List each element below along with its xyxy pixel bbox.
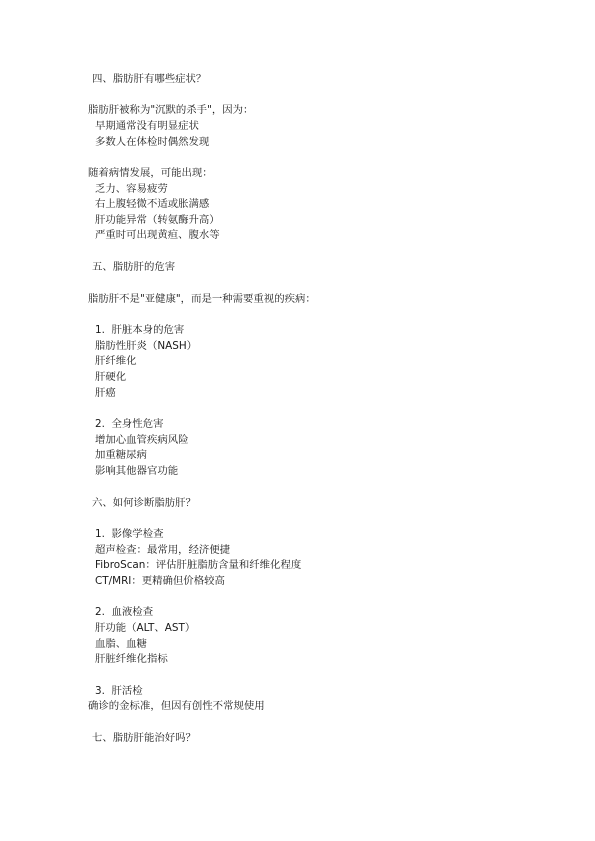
section-5-intro: 脂肪肝不是"亚健康"，而是一种需要重视的疾病：: [88, 293, 316, 305]
diagnosis-item: 肝功能（ALT、AST）: [95, 622, 196, 634]
harm-item: 肝癌: [95, 387, 116, 399]
harm-item: 肝纤维化: [95, 355, 137, 367]
diagnosis-item: FibroScan：评估肝脏脂肪含量和纤维化程度: [95, 559, 302, 571]
systemic-harm-title: 2. 全身性危害: [95, 418, 164, 430]
harm-item: 肝硬化: [95, 371, 127, 383]
section-6-heading: 六、如何诊断脂肪肝？: [92, 497, 196, 509]
biopsy-title: 3. 肝活检: [95, 685, 143, 697]
diagnosis-item: 血脂、血糖: [95, 638, 147, 650]
harm-item: 加重糖尿病: [95, 449, 147, 461]
blood-test-title: 2. 血液检查: [95, 606, 154, 618]
harm-item: 增加心血管疾病风险: [95, 434, 189, 446]
section-4-progression: 随着病情发展，可能出现：: [88, 167, 213, 179]
biopsy-note: 确诊的金标准，但因有创性不常规使用: [88, 700, 265, 712]
harm-item: 影响其他器官功能: [95, 465, 179, 477]
section-4-heading: 四、脂肪肝有哪些症状？: [92, 73, 207, 85]
symptom-item: 多数人在体检时偶然发现: [95, 136, 210, 148]
symptom-item: 严重时可出现黄疸、腹水等: [95, 229, 220, 241]
section-7-heading: 七、脂肪肝能治好吗？: [92, 732, 196, 744]
harm-item: 脂肪性肝炎（NASH）: [95, 340, 198, 352]
symptom-item: 早期通常没有明显症状: [95, 120, 199, 132]
section-5-heading: 五、脂肪肝的危害: [92, 261, 176, 273]
symptom-item: 肝功能异常（转氨酶升高）: [95, 214, 220, 226]
imaging-title: 1. 影像学检查: [95, 528, 164, 540]
diagnosis-item: CT/MRI：更精确但价格较高: [95, 575, 225, 587]
diagnosis-item: 肝脏纤维化指标: [95, 653, 168, 665]
diagnosis-item: 超声检查：最常用，经济便捷: [95, 544, 231, 556]
section-4-intro: 脂肪肝被称为"沉默的杀手"，因为：: [88, 104, 254, 116]
symptom-item: 右上腹轻微不适或胀满感: [95, 198, 210, 210]
symptom-item: 乏力、容易疲劳: [95, 183, 168, 195]
liver-harm-title: 1. 肝脏本身的危害: [95, 324, 185, 336]
